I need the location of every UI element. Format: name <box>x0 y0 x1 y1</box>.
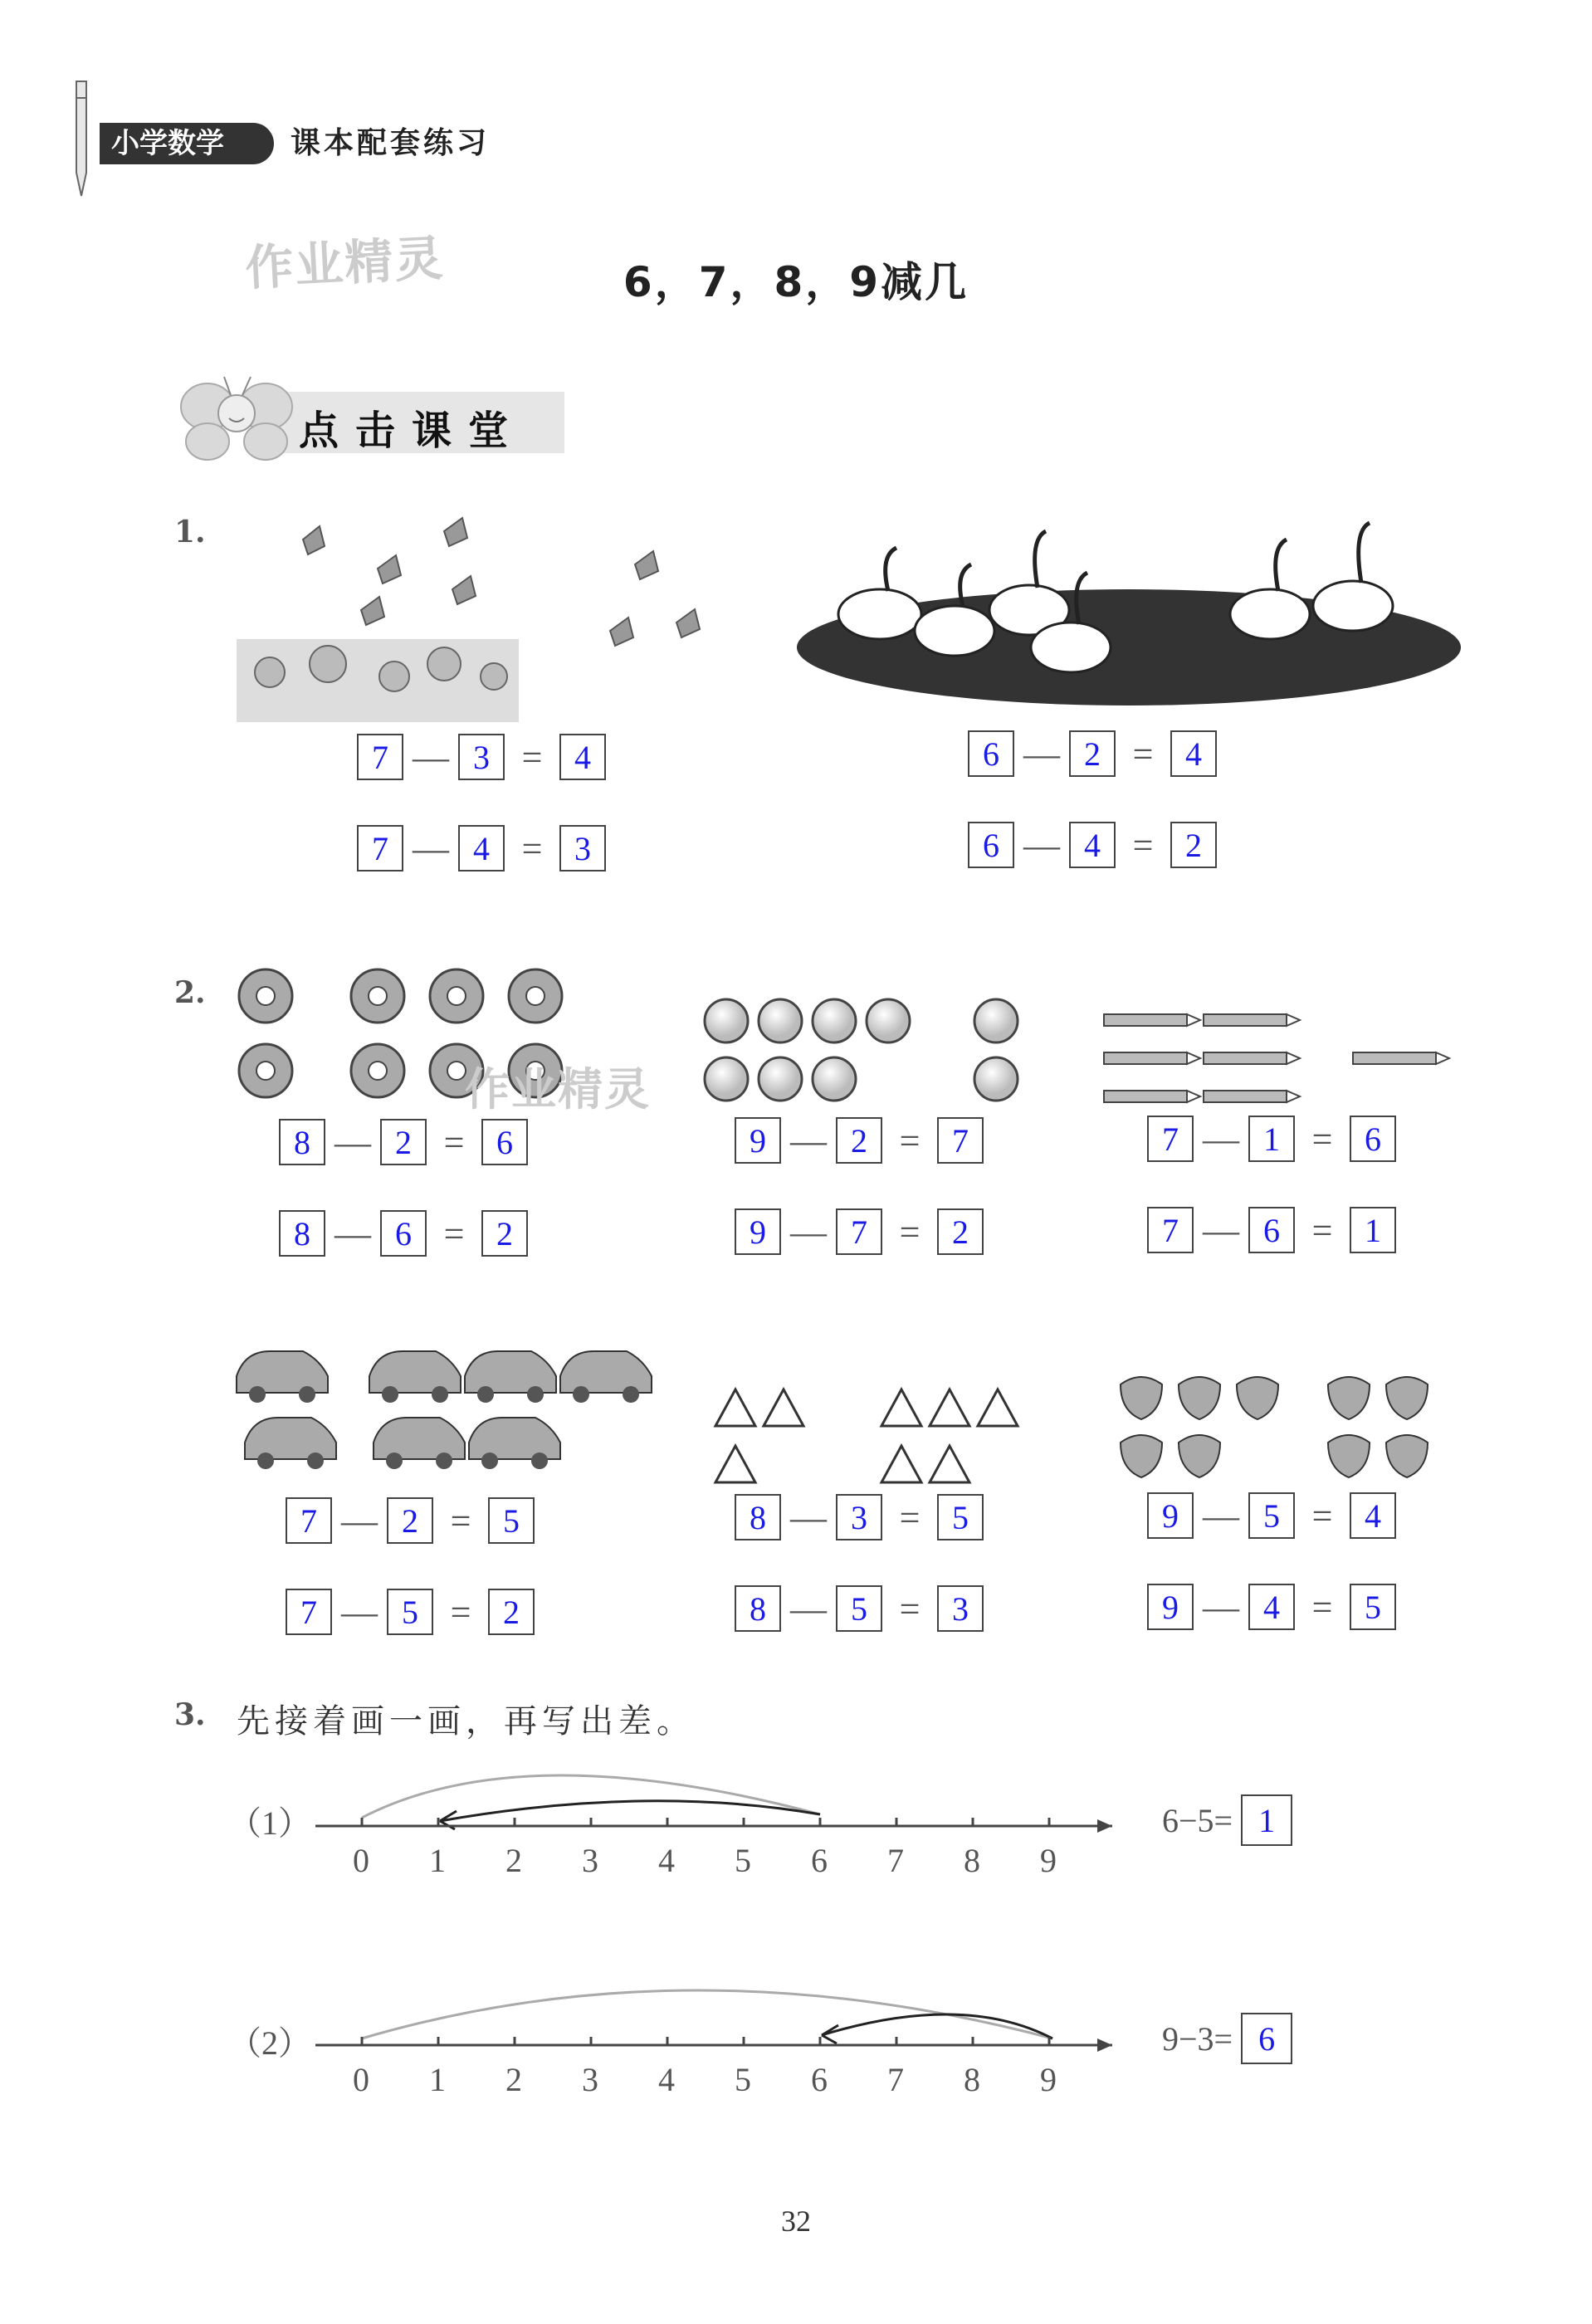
circles-illustration <box>701 996 1033 1112</box>
q1-left-equation-1 <box>357 734 606 780</box>
page-title: 6，7，8，9减几 <box>623 258 969 306</box>
answer-box[interactable]: 1 <box>1248 1116 1295 1162</box>
answer-box[interactable]: 6 <box>968 822 1014 868</box>
tick-label: 0 <box>353 2061 369 2098</box>
flowers-equation-2 <box>279 1210 528 1257</box>
tick-label: 2 <box>505 1842 522 1879</box>
cars-equation-2 <box>286 1589 535 1635</box>
q2-number: 2. <box>174 975 206 1010</box>
equals-sign: = <box>1311 1118 1333 1160</box>
q1-right-equation-1 <box>968 730 1217 777</box>
answer-box[interactable]: 3 <box>836 1494 882 1540</box>
tick-label: 9 <box>1040 1842 1057 1879</box>
equals-sign: = <box>450 1500 471 1541</box>
answer-box[interactable]: 4 <box>1170 730 1217 777</box>
answer-box[interactable]: 1 <box>1350 1207 1396 1253</box>
answer-box[interactable]: 2 <box>1069 730 1116 777</box>
equals-sign: = <box>899 1211 921 1252</box>
q1-number: 1. <box>174 515 206 549</box>
tick-label: 4 <box>658 1842 675 1879</box>
equals-sign: = <box>1311 1209 1333 1251</box>
minus-sign: — <box>335 1213 371 1254</box>
answer-box[interactable]: 4 <box>1350 1492 1396 1539</box>
part-2-expression: 9−3= <box>1162 2019 1233 2058</box>
equals-sign: = <box>1311 1495 1333 1536</box>
book-label: 课本配套练习 <box>291 126 491 160</box>
equals-sign: = <box>899 1588 921 1629</box>
tick-label: 8 <box>964 1842 980 1879</box>
part-2-equation <box>1162 2013 1292 2064</box>
part-1-expression: 6−5= <box>1162 1801 1233 1839</box>
answer-box[interactable]: 4 <box>1248 1584 1295 1630</box>
tick-label: 4 <box>658 2061 675 2098</box>
answer-box[interactable]: 8 <box>279 1119 325 1165</box>
strawberries-equation-1 <box>1147 1492 1396 1539</box>
answer-box[interactable]: 8 <box>735 1585 781 1632</box>
answer-box[interactable]: 2 <box>380 1119 427 1165</box>
triangles-illustration <box>712 1384 1019 1484</box>
answer-box[interactable]: 9 <box>1147 1492 1194 1539</box>
minus-sign: — <box>1023 733 1060 774</box>
tick-label: 7 <box>887 1842 904 1879</box>
answer-box[interactable]: 2 <box>481 1210 528 1257</box>
answer-box[interactable]: 7 <box>286 1497 332 1544</box>
answer-box[interactable]: 3 <box>937 1585 984 1632</box>
tick-label: 3 <box>582 1842 598 1879</box>
part-1-label: （1） <box>228 1804 311 1842</box>
circles-equation-1 <box>735 1117 984 1164</box>
cars-equation-1 <box>286 1497 535 1544</box>
strawberries-equation-2 <box>1147 1584 1396 1630</box>
equals-sign: = <box>521 736 543 778</box>
answer-box[interactable]: 1 <box>1241 1794 1292 1846</box>
answer-box[interactable]: 2 <box>387 1497 433 1544</box>
tick-label: 5 <box>735 1842 751 1879</box>
page-number: 32 <box>781 2204 811 2238</box>
equals-sign: = <box>1132 824 1154 866</box>
equals-sign: = <box>1311 1586 1333 1628</box>
q1-geese-illustration <box>789 515 1436 714</box>
minus-sign: — <box>1203 1118 1239 1160</box>
answer-box[interactable]: 6 <box>968 730 1014 777</box>
circles-equation-2 <box>735 1208 984 1255</box>
tick-label: 1 <box>429 1842 446 1879</box>
part-1-equation <box>1162 1794 1292 1846</box>
q3-instruction: 先接着画一画，再写出差。 <box>237 1702 695 1741</box>
pencil-logo-icon <box>65 81 98 198</box>
tick-labels-1 <box>315 1841 1129 1882</box>
minus-sign: — <box>790 1120 827 1161</box>
minus-sign: — <box>790 1211 827 1252</box>
answer-box[interactable]: 5 <box>1248 1492 1295 1539</box>
part-2-label: （2） <box>228 2024 311 2062</box>
answer-box[interactable]: 6 <box>1350 1116 1396 1162</box>
minus-sign: — <box>413 828 449 869</box>
tick-label: 6 <box>811 1842 828 1879</box>
answer-box[interactable]: 3 <box>559 825 606 872</box>
watermark: 作业精灵 <box>243 229 446 297</box>
pencils-equation-2 <box>1147 1207 1396 1253</box>
answer-box[interactable]: 2 <box>1170 822 1217 868</box>
tick-label: 5 <box>735 2061 751 2098</box>
answer-box[interactable]: 6 <box>1248 1207 1295 1253</box>
answer-box[interactable]: 4 <box>559 734 606 780</box>
answer-box[interactable]: 7 <box>836 1208 882 1255</box>
answer-box[interactable]: 6 <box>1241 2013 1292 2064</box>
tick-label: 6 <box>811 2061 828 2098</box>
answer-box[interactable]: 5 <box>836 1585 882 1632</box>
answer-box[interactable]: 5 <box>937 1494 984 1540</box>
minus-sign: — <box>1203 1495 1239 1536</box>
answer-box[interactable]: 9 <box>735 1208 781 1255</box>
answer-box[interactable]: 2 <box>836 1117 882 1164</box>
answer-box[interactable]: 7 <box>1147 1207 1194 1253</box>
minus-sign: — <box>1203 1209 1239 1251</box>
flowers-equation-1 <box>279 1119 528 1165</box>
minus-sign: — <box>790 1588 827 1629</box>
equals-sign: = <box>443 1121 465 1163</box>
answer-box[interactable]: 5 <box>1350 1584 1396 1630</box>
minus-sign: — <box>335 1121 371 1163</box>
answer-box[interactable]: 8 <box>279 1210 325 1257</box>
answer-box[interactable]: 7 <box>357 734 403 780</box>
equals-sign: = <box>899 1496 921 1538</box>
answer-box[interactable]: 6 <box>481 1119 528 1165</box>
triangles-equation-1 <box>735 1494 984 1540</box>
cars-illustration <box>237 1343 660 1476</box>
answer-box[interactable]: 4 <box>1069 822 1116 868</box>
answer-box[interactable]: 5 <box>387 1589 433 1635</box>
equals-sign: = <box>1132 733 1154 774</box>
answer-box[interactable]: 7 <box>1147 1116 1194 1162</box>
q1-left-equation-2 <box>357 825 606 872</box>
answer-box[interactable]: 5 <box>488 1497 535 1544</box>
tick-label: 3 <box>582 2061 598 2098</box>
answer-box[interactable]: 7 <box>286 1589 332 1635</box>
answer-box[interactable]: 3 <box>458 734 505 780</box>
tick-label: 2 <box>505 2061 522 2098</box>
tick-label: 9 <box>1040 2061 1057 2098</box>
answer-box[interactable]: 2 <box>488 1589 535 1635</box>
triangles-equation-2 <box>735 1585 984 1632</box>
minus-sign: — <box>1203 1586 1239 1628</box>
equals-sign: = <box>443 1213 465 1254</box>
strawberries-illustration <box>1121 1361 1436 1486</box>
answer-box[interactable]: 7 <box>937 1117 984 1164</box>
tick-label: 0 <box>353 1842 369 1879</box>
answer-box[interactable]: 9 <box>735 1117 781 1164</box>
minus-sign: — <box>1023 824 1060 866</box>
answer-box[interactable]: 6 <box>380 1210 427 1257</box>
q3-number: 3. <box>174 1697 206 1732</box>
tick-label: 1 <box>429 2061 446 2098</box>
pencils-illustration <box>1104 1011 1453 1111</box>
minus-sign: — <box>341 1591 378 1633</box>
pencils-equation-1 <box>1147 1116 1396 1162</box>
answer-box[interactable]: 9 <box>1147 1584 1194 1630</box>
answer-box[interactable]: 2 <box>937 1208 984 1255</box>
tick-label: 7 <box>887 2061 904 2098</box>
equals-sign: = <box>899 1120 921 1161</box>
tick-label: 8 <box>964 2061 980 2098</box>
q1-butterflies-illustration <box>237 506 735 722</box>
section-title: 点击课堂 <box>299 408 525 454</box>
answer-box[interactable]: 4 <box>458 825 505 872</box>
minus-sign: — <box>341 1500 378 1541</box>
minus-sign: — <box>413 736 449 778</box>
watermark-2: 作业精灵 <box>465 1063 651 1116</box>
q1-right-equation-2 <box>968 822 1217 868</box>
equals-sign: = <box>521 828 543 869</box>
minus-sign: — <box>790 1496 827 1538</box>
tick-labels-2 <box>315 2060 1129 2102</box>
answer-box[interactable]: 8 <box>735 1494 781 1540</box>
answer-box[interactable]: 7 <box>357 825 403 872</box>
equals-sign: = <box>450 1591 471 1633</box>
subject-label: 小学数学 <box>100 123 274 164</box>
